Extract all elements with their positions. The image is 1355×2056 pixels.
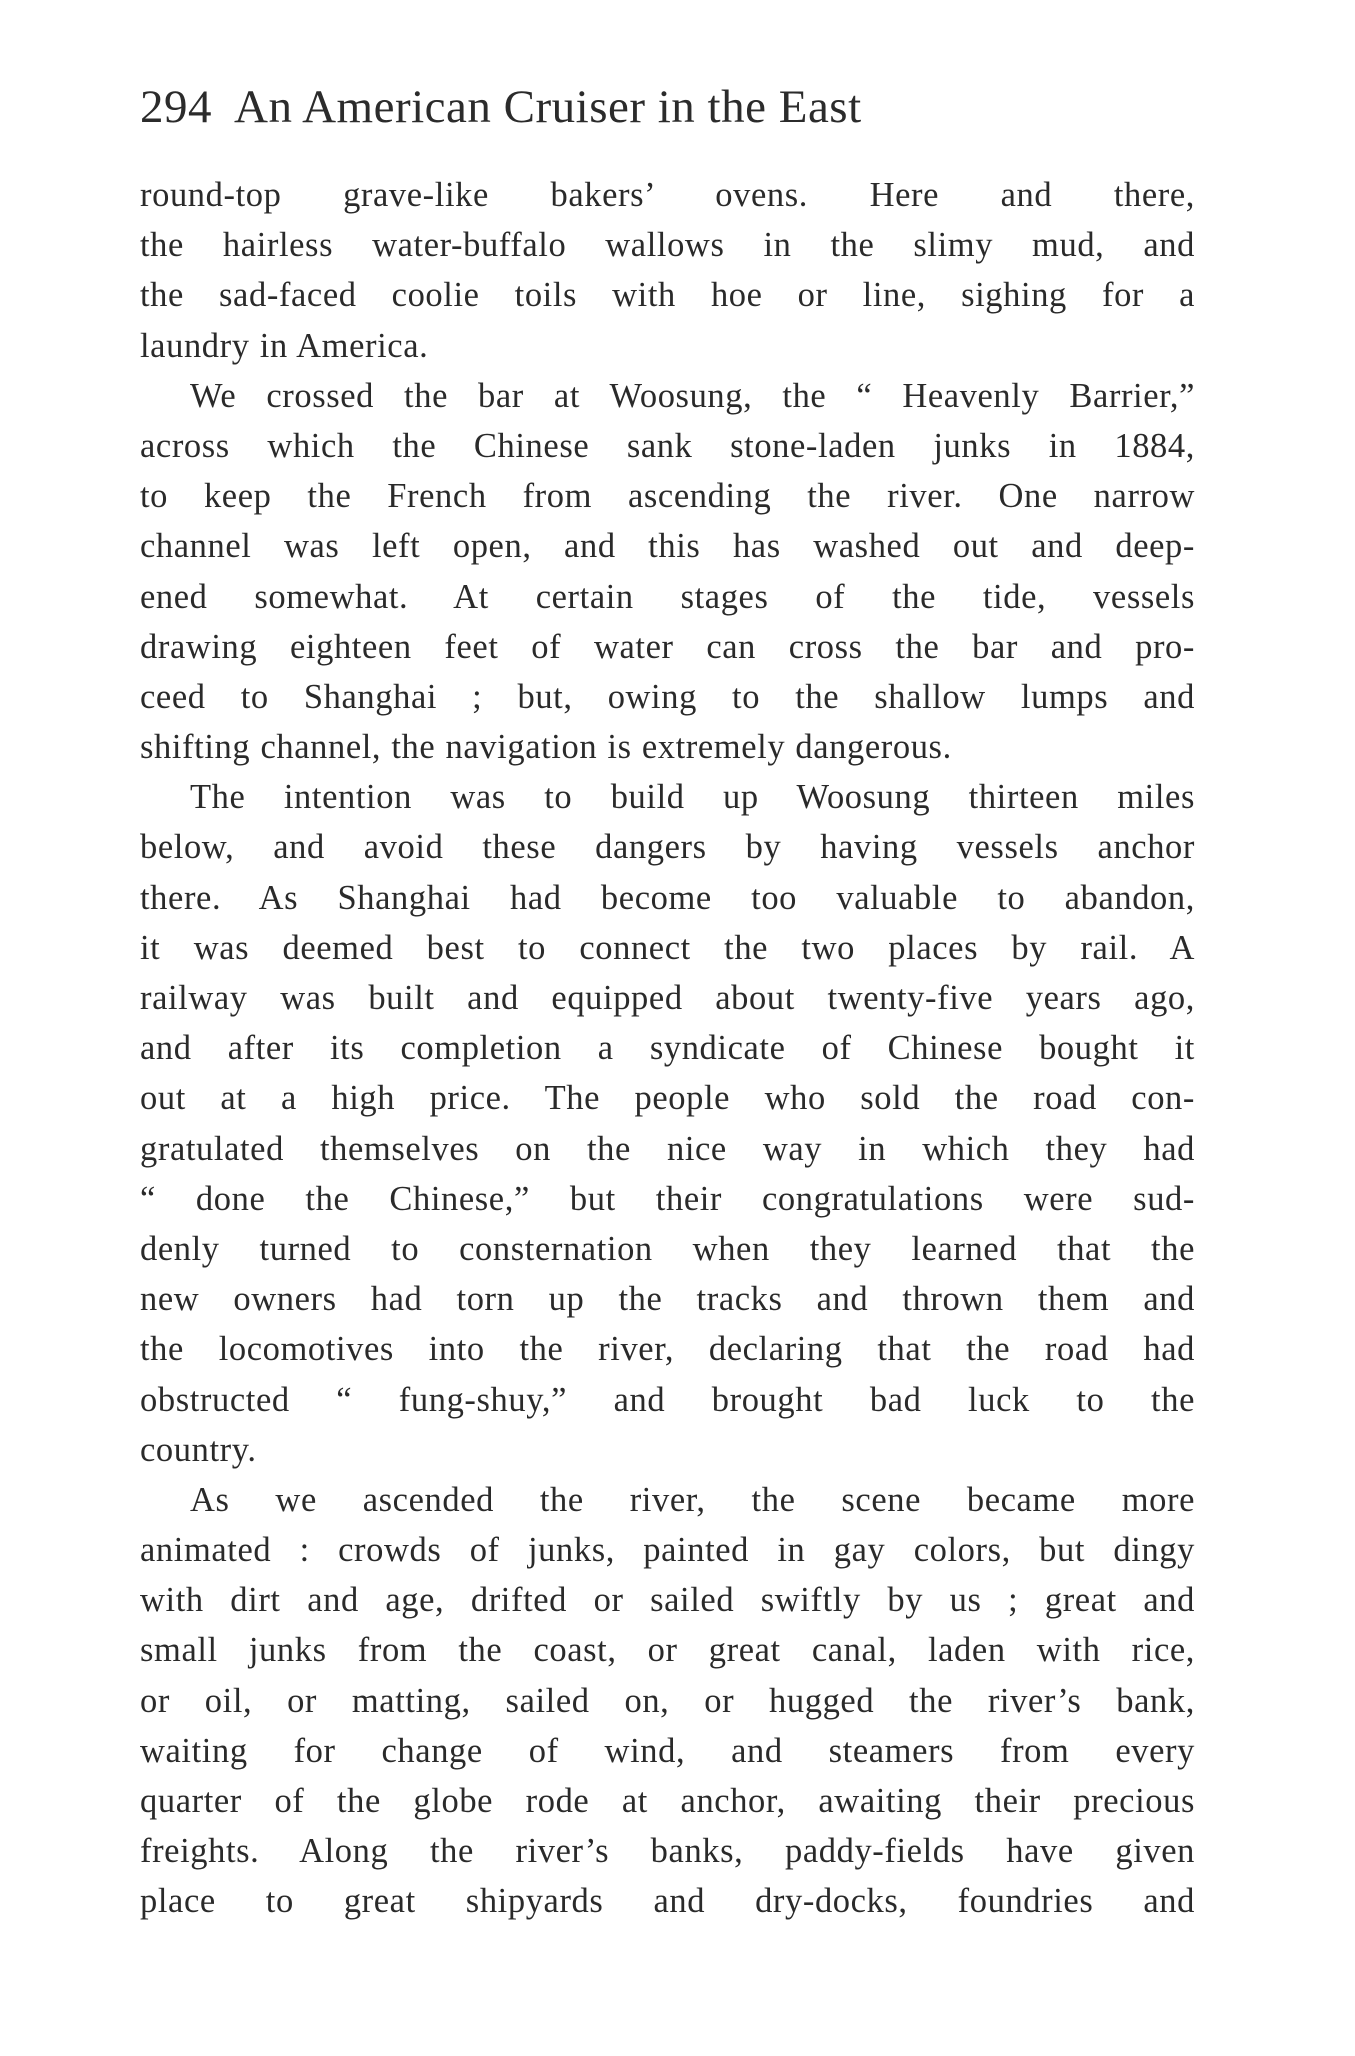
- text-line: ened somewhat. At certain stages of the tide, vessels: [140, 577, 1195, 616]
- text-line: laundry in America.: [140, 326, 429, 365]
- text-line: across which the Chinese sank stone-laden junks in 1884,: [140, 426, 1195, 465]
- paragraph: [140, 772, 1195, 1475]
- text-line: and after its completion a syndicate of Chinese bought it: [140, 1029, 1195, 1068]
- paragraph: [140, 170, 1195, 371]
- text-line: freights. Along the river’s banks, paddy-fields have given: [140, 1832, 1195, 1871]
- text-line: gratulated themselves on the nice way in which they had: [140, 1129, 1195, 1168]
- text-line: channel was left open, and this has washed out and deep-: [140, 527, 1195, 566]
- text-line: there. As Shanghai had become too valuable to abandon,: [140, 878, 1195, 917]
- text-line: railway was built and equipped about twenty-five years ago,: [140, 979, 1195, 1017]
- text-line: it was deemed best to connect the two places by rail. A: [140, 928, 1195, 967]
- paragraph: [140, 1475, 1195, 1927]
- text-line: out at a high price. The people who sold the road con-: [140, 1079, 1195, 1118]
- text-line: the hairless water-buffalo wallows in the slimy mud, and: [140, 226, 1195, 265]
- text-line: the locomotives into the river, declaring that the road had: [140, 1330, 1195, 1369]
- text-line: We crossed the bar at Woosung, the “ Heavenly Barrier,”: [190, 376, 1195, 415]
- text-line: place to great shipyards and dry-docks, foundries and: [140, 1882, 1195, 1921]
- text-line: waiting for change of wind, and steamers from every: [140, 1731, 1195, 1770]
- text-line: obstructed “ fung-shuy,” and brought bad luck to the: [140, 1380, 1195, 1419]
- text-line: denly turned to consternation when they learned that the: [140, 1229, 1195, 1268]
- text-line: or oil, or matting, sailed on, or hugged the river’s bank,: [140, 1681, 1195, 1720]
- text-line: drawing eighteen feet of water can cross the bar and pro-: [140, 627, 1195, 666]
- page-number: 294: [140, 81, 212, 133]
- text-line: “ done the Chinese,” but their congratulations were sud-: [140, 1179, 1195, 1218]
- running-title: An American Cruiser in the East: [234, 81, 862, 133]
- text-line: small junks from the coast, or great canal, laden with rice,: [140, 1631, 1195, 1670]
- text-line: to keep the French from ascending the river. One narrow: [140, 477, 1195, 516]
- paragraph: [140, 371, 1195, 773]
- text-line: round-top grave-like bakers’ ovens. Here and there,: [140, 176, 1195, 214]
- text-line: the sad-faced coolie toils with hoe or line, sighing for a: [140, 276, 1195, 315]
- body-text: [140, 170, 1195, 1927]
- text-line: quarter of the globe rode at anchor, awaiting their precious: [140, 1782, 1195, 1820]
- running-head: [140, 76, 1200, 138]
- text-line: with dirt and age, drifted or sailed swiftly by us ; great and: [140, 1581, 1195, 1620]
- text-line: ceed to Shanghai ; but, owing to the shallow lumps and: [140, 677, 1195, 716]
- text-line: shifting channel, the navigation is extremely dangerous.: [140, 728, 952, 767]
- text-line: country.: [140, 1430, 257, 1469]
- text-line: As we ascended the river, the scene became more: [190, 1480, 1195, 1519]
- text-line: The intention was to build up Woosung thirteen miles: [190, 778, 1195, 817]
- text-line: animated : crowds of junks, painted in gay colors, but dingy: [140, 1531, 1195, 1570]
- text-line: below, and avoid these dangers by having vessels anchor: [140, 828, 1195, 867]
- text-line: new owners had torn up the tracks and thrown them and: [140, 1280, 1195, 1319]
